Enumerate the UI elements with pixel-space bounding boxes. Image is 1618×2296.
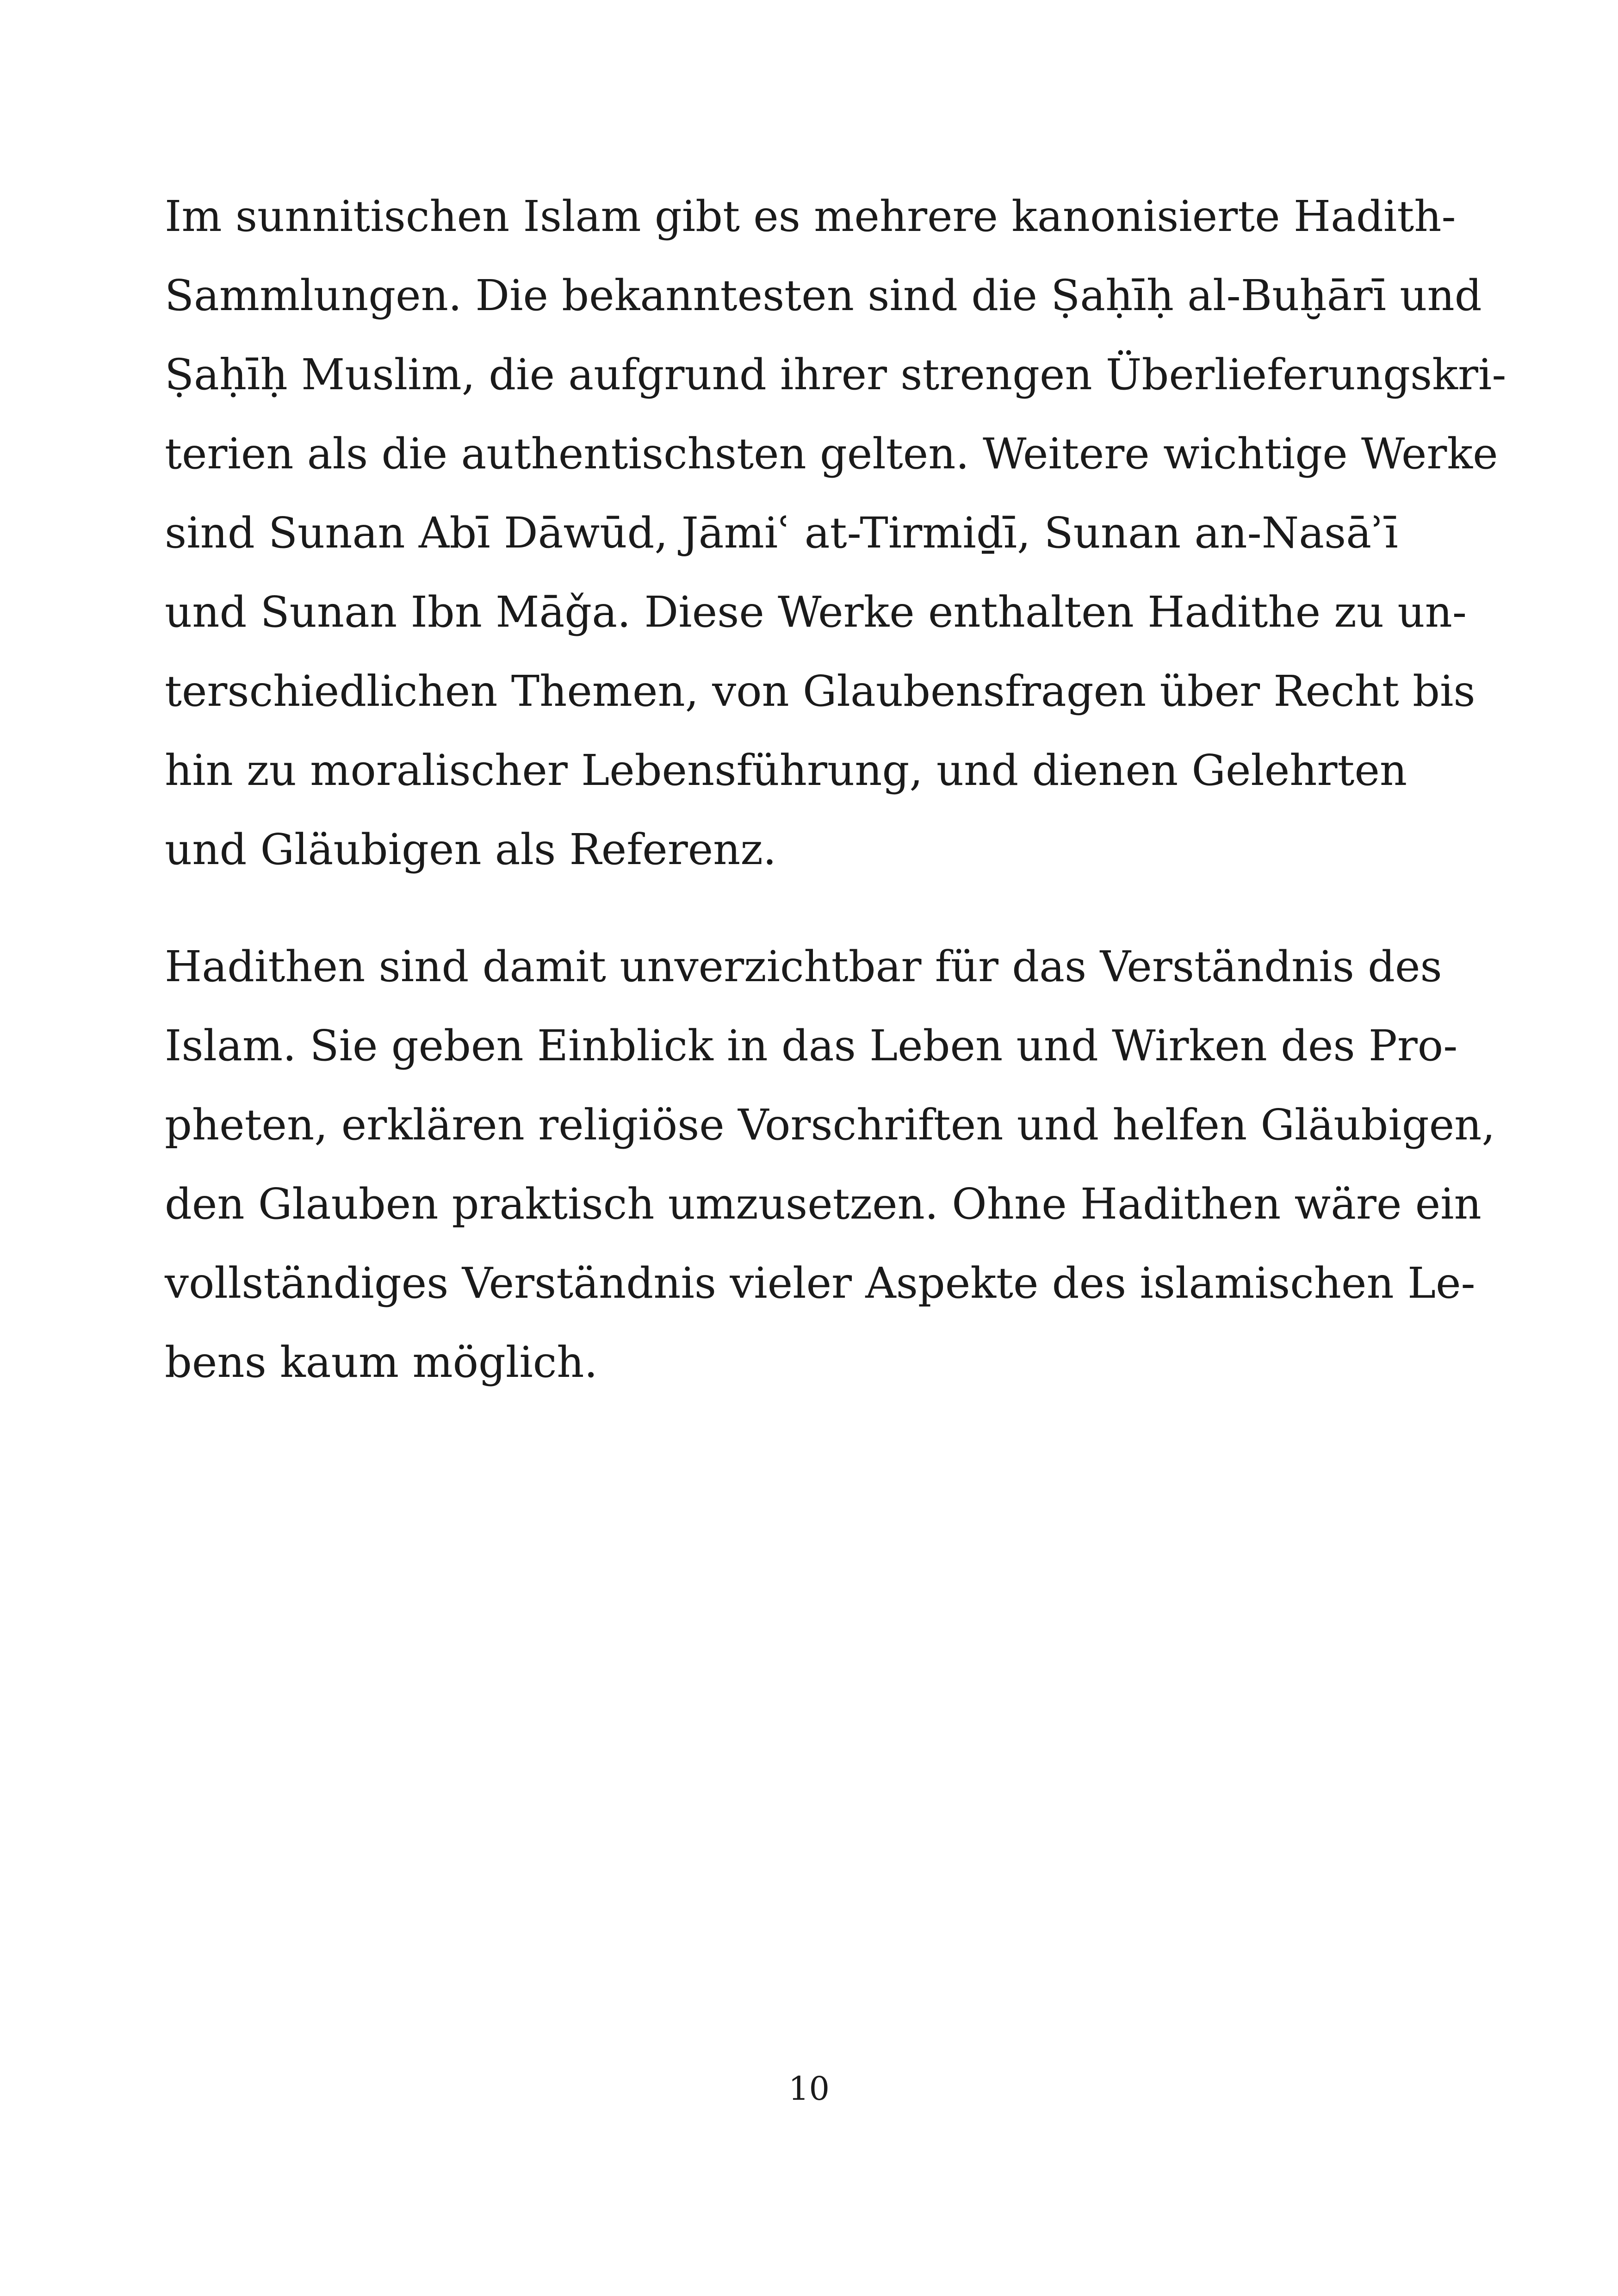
text-line: Ṣaḥīḥ Muslim, die aufgrund ihrer strengen Überlieferungskri- <box>165 350 1506 399</box>
text-line: und Gläubigen als Referenz. <box>165 825 777 874</box>
text-line: Hadithen sind damit unverzichtbar für das Verständnis des <box>165 942 1442 991</box>
text-line: bens kaum möglich. <box>165 1338 598 1387</box>
text-line: Islam. Sie geben Einblick in das Leben und Wirken des Pro- <box>165 1021 1458 1070</box>
paragraph-hadith-collections <box>165 177 1506 889</box>
paragraph-hadith-importance <box>165 927 1495 1402</box>
text-line: pheten, erklären religiöse Vorschriften und helfen Gläubigen, <box>165 1100 1495 1150</box>
body-text <box>165 177 1506 1402</box>
text-line: terschiedlichen Themen, von Glaubensfragen über Recht bis <box>165 666 1475 716</box>
text-line: terien als die authentischsten gelten. Weitere wichtige Werke <box>165 429 1498 479</box>
text-line: sind Sunan Abī Dāwūd, Jāmiʿ at-Tirmiḏī, Sunan an-Nasāʾī <box>165 508 1398 558</box>
text-line: den Glauben praktisch umzusetzen. Ohne Hadithen wäre ein <box>165 1179 1482 1229</box>
text-line: Sammlungen. Die bekanntesten sind die Ṣaḥīḥ al-Buḫārī und <box>165 271 1482 320</box>
text-line: Im sunnitischen Islam gibt es mehrere kanonisierte Hadith- <box>165 192 1456 241</box>
text-line: hin zu moralischer Lebensführung, und dienen Gelehrten <box>165 746 1407 795</box>
text-line: vollständiges Verständnis vieler Aspekte des islamischen Le- <box>165 1258 1475 1308</box>
page-number: 10 <box>788 2070 830 2108</box>
text-line: und Sunan Ibn Māǧa. Diese Werke enthalten Hadithe zu un- <box>165 587 1467 637</box>
